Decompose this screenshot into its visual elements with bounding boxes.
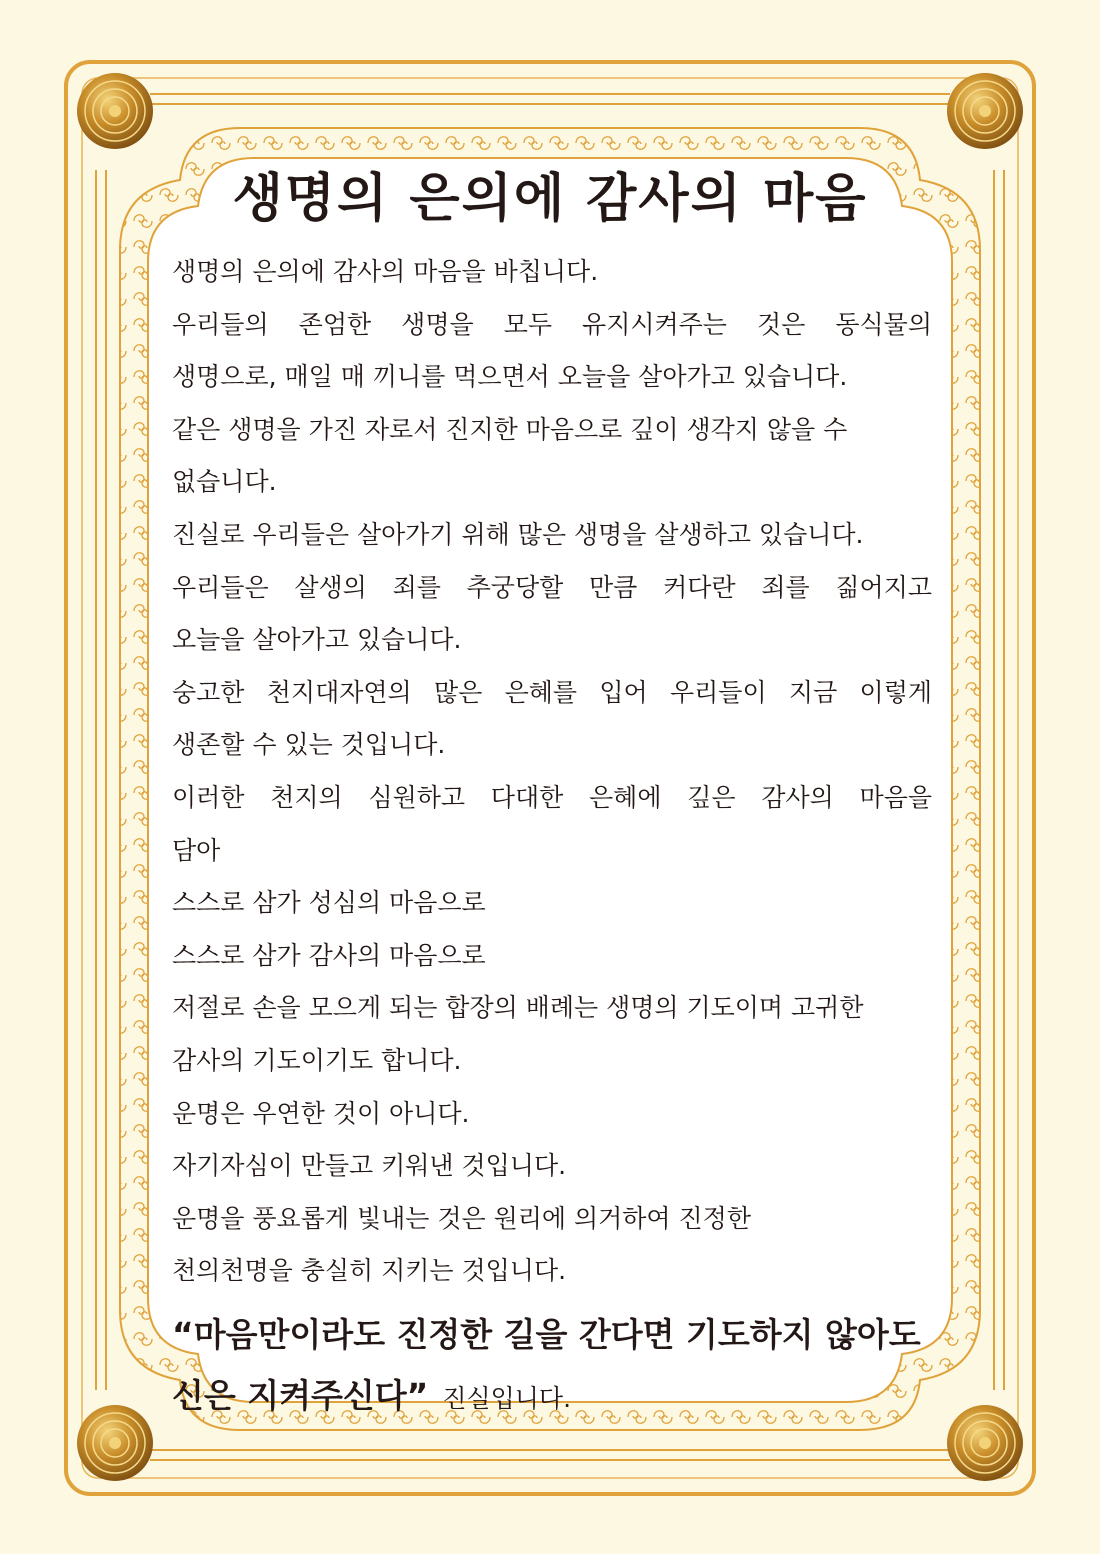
- text-line: 생명의 은의에 감사의 마음을 바칩니다.: [172, 257, 599, 286]
- text-line: 숭고한 천지대자연의 많은 은혜를 입어 우리들이 지금 이렇게: [172, 677, 932, 707]
- text-line: 없습니다.: [172, 467, 277, 497]
- text-line: 저절로 손을 모으게 되는 합장의 배례는 생명의 기도이며 고귀한: [172, 993, 864, 1023]
- text-line: 자기자심이 만들고 키워낸 것입니다.: [172, 1151, 567, 1181]
- text-line: 운명은 우연한 것이 아니다.: [172, 1098, 470, 1128]
- text-line: 이러한 천지의 심원하고 다대한 은혜에 깊은 감사의 마음을: [172, 782, 932, 812]
- text-line: 우리들은 살생의 죄를 추궁당할 만큼 커다란 죄를 짊어지고: [172, 572, 932, 602]
- corner-medallion-top-left: [77, 73, 153, 149]
- text-line: 오늘을 살아가고 있습니다.: [172, 625, 462, 655]
- text-line: 우리들의 존엄한 생명을 모두 유지시켜주는 것은 동식물의: [172, 309, 932, 339]
- corner-medallion-bottom-right: [947, 1405, 1023, 1481]
- quote-tail: 진실입니다.: [442, 1383, 572, 1413]
- corner-medallion-top-right: [947, 73, 1023, 149]
- corner-medallion-bottom-left: [77, 1405, 153, 1481]
- quote-text: 신은 지켜주신다”: [172, 1375, 429, 1415]
- text-line: 생존할 수 있는 것입니다.: [172, 730, 446, 760]
- text-line: 진실로 우리들은 살아가기 위해 많은 생명을 살생하고 있습니다.: [172, 519, 864, 549]
- text-line: 같은 생명을 가진 자로서 진지한 마음으로 깊이 생각지 않을 수: [172, 414, 848, 444]
- page-title: 생명의 은의에 감사의 마음: [232, 169, 868, 229]
- text-line: 운명을 풍요롭게 빛내는 것은 원리에 의거하여 진정한: [172, 1203, 751, 1233]
- text-line: 스스로 삼가 성심의 마음으로: [172, 888, 486, 918]
- text-line: 스스로 삼가 감사의 마음으로: [172, 940, 486, 970]
- text-line: 생명으로, 매일 매 끼니를 먹으면서 오늘을 살아가고 있습니다.: [172, 362, 848, 392]
- quote-line-1: “마음만이라도 진정한 길을 간다면 기도하지 않아도: [172, 1314, 921, 1354]
- text-line: 담아: [172, 835, 221, 865]
- text-line: 감사의 기도이기도 합니다.: [172, 1045, 462, 1075]
- text-line: 천의천명을 충실히 지키는 것입니다.: [172, 1256, 567, 1286]
- body-text: [172, 246, 932, 1426]
- quote-line-2: [172, 1365, 932, 1426]
